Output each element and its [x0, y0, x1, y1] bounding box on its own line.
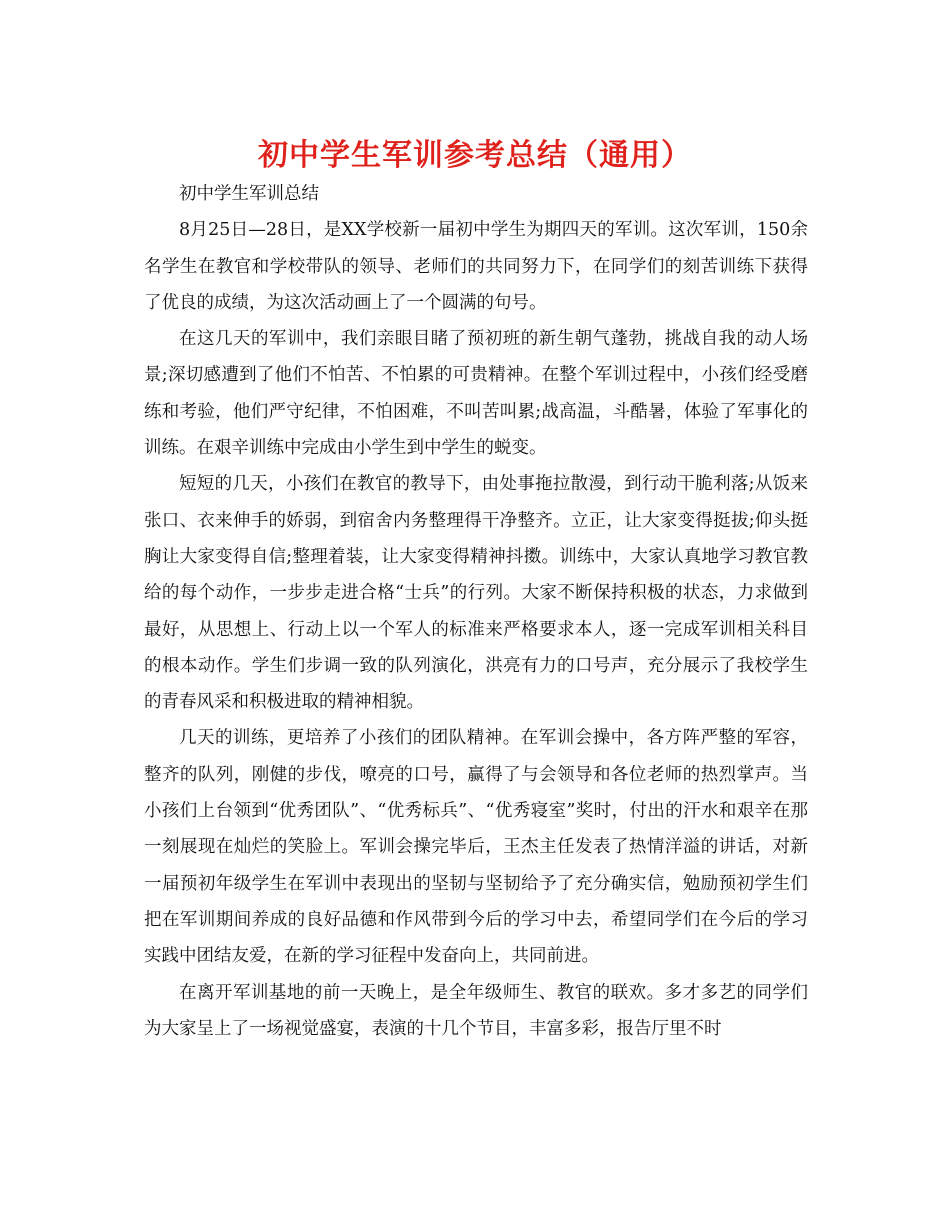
document-title: 初中学生军训参考总结（通用） — [258, 138, 692, 173]
body-paragraph: 几天的训练，更培养了小孩们的团队精神。在军训会操中，各方阵严整的军容，整齐的队列，刚健的步伐，嘹亮的口号，赢得了与会领导和各位老师的热烈掌声。当小孩们上台领到“优秀团队”、“优秀标兵”、“优秀寝室”奖时，付出的汗水和艰辛在那一刻展现在灿烂的笑脸上。军训会操完毕后，王杰主任发表了热情洋溢的讲话，对新一届预初年级学生在军训中表现出的坚韧与坚韧给予了充分确实信，勉励预初学生们把在军训期间养成的良好品德和作风带到今后的学习中去，希望同学们在今后的学习实践中团结友爱，在新的学习征程中发奋向上，共同前进。 — [144, 728, 808, 967]
body-paragraph: 短短的几天，小孩们在教官的教导下，由处事拖拉散漫，到行动干脆利落;从饭来张口、衣来伸手的娇弱，到宿舍内务整理得干净整齐。立正，让大家变得挺拔;仰头挺胸让大家变得自信;整理着装，让大家变得精神抖擞。训练中，大家认真地学习教官教给的每个动作，一步步走进合格“士兵”的行列。大家不断保持积极的状态，力求做到最好，从思想上、行动上以一个军人的标准来严格要求本人，逐一完成军训相关科目的根本动作。学生们步调一致的队列演化，洪亮有力的口号声，充分展示了我校学生的青春风采和积极进取的精神相貌。 — [144, 474, 808, 713]
body-paragraph: 在离开军训基地的前一天晚上，是全年级师生、教官的联欢。多才多艺的同学们为大家呈上了一场视觉盛宴，表演的十几个节目，丰富多彩，报告厅里不时 — [144, 982, 808, 1039]
subtitle-paragraph: 初中学生军训总结 — [179, 184, 319, 204]
body-paragraph: 8月25日—28日，是XX学校新一届初中学生为期四天的军训。这次军训，150余名学生在教官和学校带队的领导、老师们的共同努力下，在同学们的刻苦训练下获得了优良的成绩，为这次活动画上了一个圆满的句号。 — [144, 220, 808, 313]
document-body — [144, 176, 808, 1047]
body-paragraph: 在这几天的军训中，我们亲眼目睹了预初班的新生朝气蓬勃，挑战自我的动人场景;深切感遭到了他们不怕苦、不怕累的可贵精神。在整个军训过程中，小孩们经受磨练和考验，他们严守纪律，不怕困难，不叫苦叫累;战高温，斗酷暑，体验了军事化的训练。在艰辛训练中完成由小学生到中学生的蜕变。 — [144, 329, 808, 459]
